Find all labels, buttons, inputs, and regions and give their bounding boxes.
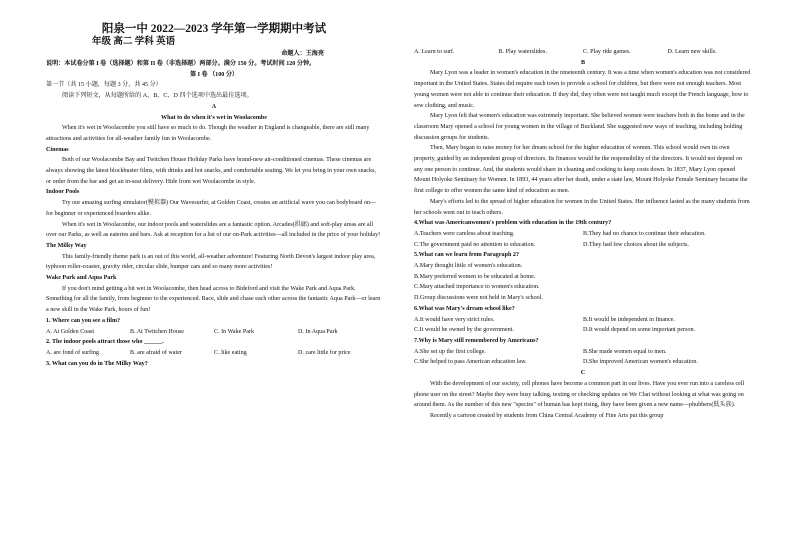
question-3-options [414,47,752,58]
question-7-options [414,347,752,368]
option: A.She set up the first college. [414,348,486,355]
question-1: 1. Where can you see a film? [46,317,121,324]
option: D. care little for price [298,349,351,356]
option: B. Play waterslides. [498,49,547,55]
option: A.Teachers were careless about teaching. [414,230,515,237]
option: C.It would be owned by the government. [414,327,514,334]
question-1-options [46,327,382,338]
option: D.They had few choices about the subjects. [583,241,689,248]
passage-a-intro: When it's wet in Woolacombe you still have so much to do. Though the weather in England is changeable, there are still many attractions and activities for all-weather family fun in Woolacombe. [46,125,370,142]
passage-c-paragraph-2: Recently a cartoon created by students from China Central Academy of Fine Arts put this group [430,412,664,419]
grade-subject-line: 年级 高二 学科 英语 [92,37,176,47]
option: A.It would have very strict rules. [414,316,495,323]
option: B.Mary preferred women to be educated at home. [414,273,536,280]
option: C. like eating [214,349,247,356]
passage-c-paragraph-1: With the development of our society, cell phones have become a common part in our lives. Have you ever run into a careless cell phone user on the street? Maybe they were busy talking, texting or checking updates on We Chat without looking at what was going on around them. As the number of this new "species" of human has kept rising, they have been given a new name—phubbers(低头族). [414,380,745,409]
heading-milky-way: The Milky Way [46,242,87,249]
passage-b-paragraph-2: Mary Lyon felt that women's education was extremely important. She believed women were teachers both in the home and in the classroom Mary opened a school for young women in the village of Buckland. She suggested new ways of teaching, including holding discussion groups for students. [414,113,745,141]
left-column [46,0,382,369]
passage-b-paragraph-3: Then, Mary began to raise money for her dream school for the higher education of women. This school would own its own property, guided by an independent group of directors. Its finances would be the responsibility of the directors. It would not depend on any one person to continue. And, the students would share in cleaning and cooking to keep costs down. In 1837, Mary Lyon opened Mount Holyoke Seminary for Women. In 1893, 44 years after her death, under a state law, Mount Holyoke Female Seminary became the first college to offer women the same kind of education as men. [414,145,748,195]
heading-indoor-pools: Indoor Pools [46,189,80,196]
option: C.Mary attached importance to women's education. [414,284,540,291]
paragraph-cinemas: Both of our Woolacombe Bay and Twitchen House Holiday Parks have brand-new air-conditioned cinemas. These cinemas are always showing the latest blockbuster films, with drinks and hot snacks, and comfortable seating. We let you bring in your own snacks, or order from the bar and get an in-seat delivery. Hide from wet Woolacombe in style. [46,157,376,185]
question-2-options [46,348,382,359]
paragraph-wake-park: If you don't mind getting a bit wet in Woolacombe, then head across to Bideford and visit the Wake Park and Aqua Park. Something for all the family, from beginner to the experienced. Race, slide and chase each other across the fantastic Aqua Park—or learn a new skill in the Wake Park, hours of fun! [46,285,381,314]
instructions: 说明：本试卷分第 I 卷（选择题）和第 II 卷（非选择题）两部分。满分 150 分。考试时间 120 分钟。 [46,61,316,67]
question-5: 5.What can we learn from Paragraph 2? [414,252,519,259]
heading-cinemas: Cinemas [46,146,69,153]
directions: 阅读下列短文，从每题所给的 A、B、C、D 四个选项中选出最佳选项。 [62,93,253,100]
question-4-options [414,229,752,250]
option: B. are afraid of water [130,349,182,356]
option: B. At Twitchen House [130,328,184,335]
option: C. Play ride games. [583,49,631,55]
option: B.It would be independent in finance. [583,316,675,323]
option: D.She improved American women's education. [583,359,698,366]
exam-title: 阳泉一中 2022—2023 学年第一学期期中考试 [101,23,327,35]
option: A.Mary thought little of women's education. [414,263,523,270]
paragraph-pools: When it's wet in Woolacombe, our indoor pools and waterslides are a fantastic option. Arcades(拱廊) and soft-play areas are all over our Parks, as well as eateries and bars. Ask at reception for a list of our on-Park activities—all included in the price of your holiday! [46,221,381,239]
option: C.She helped to pass American education law. [414,359,527,366]
passage-c-letter: C [580,370,586,377]
passage-a-letter: A [211,103,217,110]
option: D. Learn new skills. [667,49,717,55]
option: D.It would depend on some important person. [583,327,696,334]
question-7: 7.Why is Mary still remembered by Americans? [414,337,539,344]
passage-a-title: What to do when it's wet in Woolacombe [160,114,268,121]
option: D. In Aqua Park [298,328,338,335]
section-heading: 第一节（共 15 小题，每题 3 分，共 45 分） [46,82,162,89]
option: C. In Wake Park [214,328,255,335]
option: B.She made women equal to men. [583,348,667,355]
option: B.They had no chance to continue their education. [583,230,706,237]
passage-b-paragraph-4: Mary's efforts led to the spread of higher education for women in the United States. Her influence lasted as the many students from her schools went out to teach others. [414,198,750,216]
author-line: 命题人：王海亮 [281,51,324,57]
passage-b-paragraph-1: Mary Lyon was a leader in women's education in the nineteenth century. It was a time when women's education was not considered important in the United States. States did require each town to provide a school for children, but there were not enough teachers. Most young women were not able to continue their education. If they did, they often were not taught much except the French language, how to sew clothing, and music. [414,70,751,109]
option: A. Learn to surf. [414,49,455,55]
paragraph-milky-way: This family-friendly theme park is an out of this world, all-weather adventure! Featuring North Devon's largest indoor play area, typhoon roller-coaster, gravity rider, circular slide, bumper cars and so many more activities! [46,253,376,271]
option: A. At Golden Coast [46,328,95,335]
paragraph-surfing: Try our amazing surfing simulator(模拟器) Our Wavesurfer, at Golden Coast, creates an artificial wave you can bodyboard on—for beginner or experienced boarders alike. [46,200,377,217]
option: C.The government paid no attention to education. [414,241,536,248]
question-6-options [414,315,752,336]
option: D.Group discussions were not held in Mary's school. [414,295,543,302]
passage-b-letter: B [580,59,586,66]
question-2: 2. The indoor pools attract those who ______. [46,339,164,346]
part-heading: 第 I 卷 （100 分） [189,71,239,78]
question-3: 3. What can you do in The Milky Way? [46,360,148,367]
heading-wake-park: Wake Park and Aqua Park [46,275,117,282]
question-6: 6.What was Mary's dream school like? [414,305,515,312]
question-4: 4.What was Americanwomen's problem with education in the 19th century? [414,220,612,227]
option: A. are fond of surfing [46,349,99,356]
right-column [414,0,752,422]
